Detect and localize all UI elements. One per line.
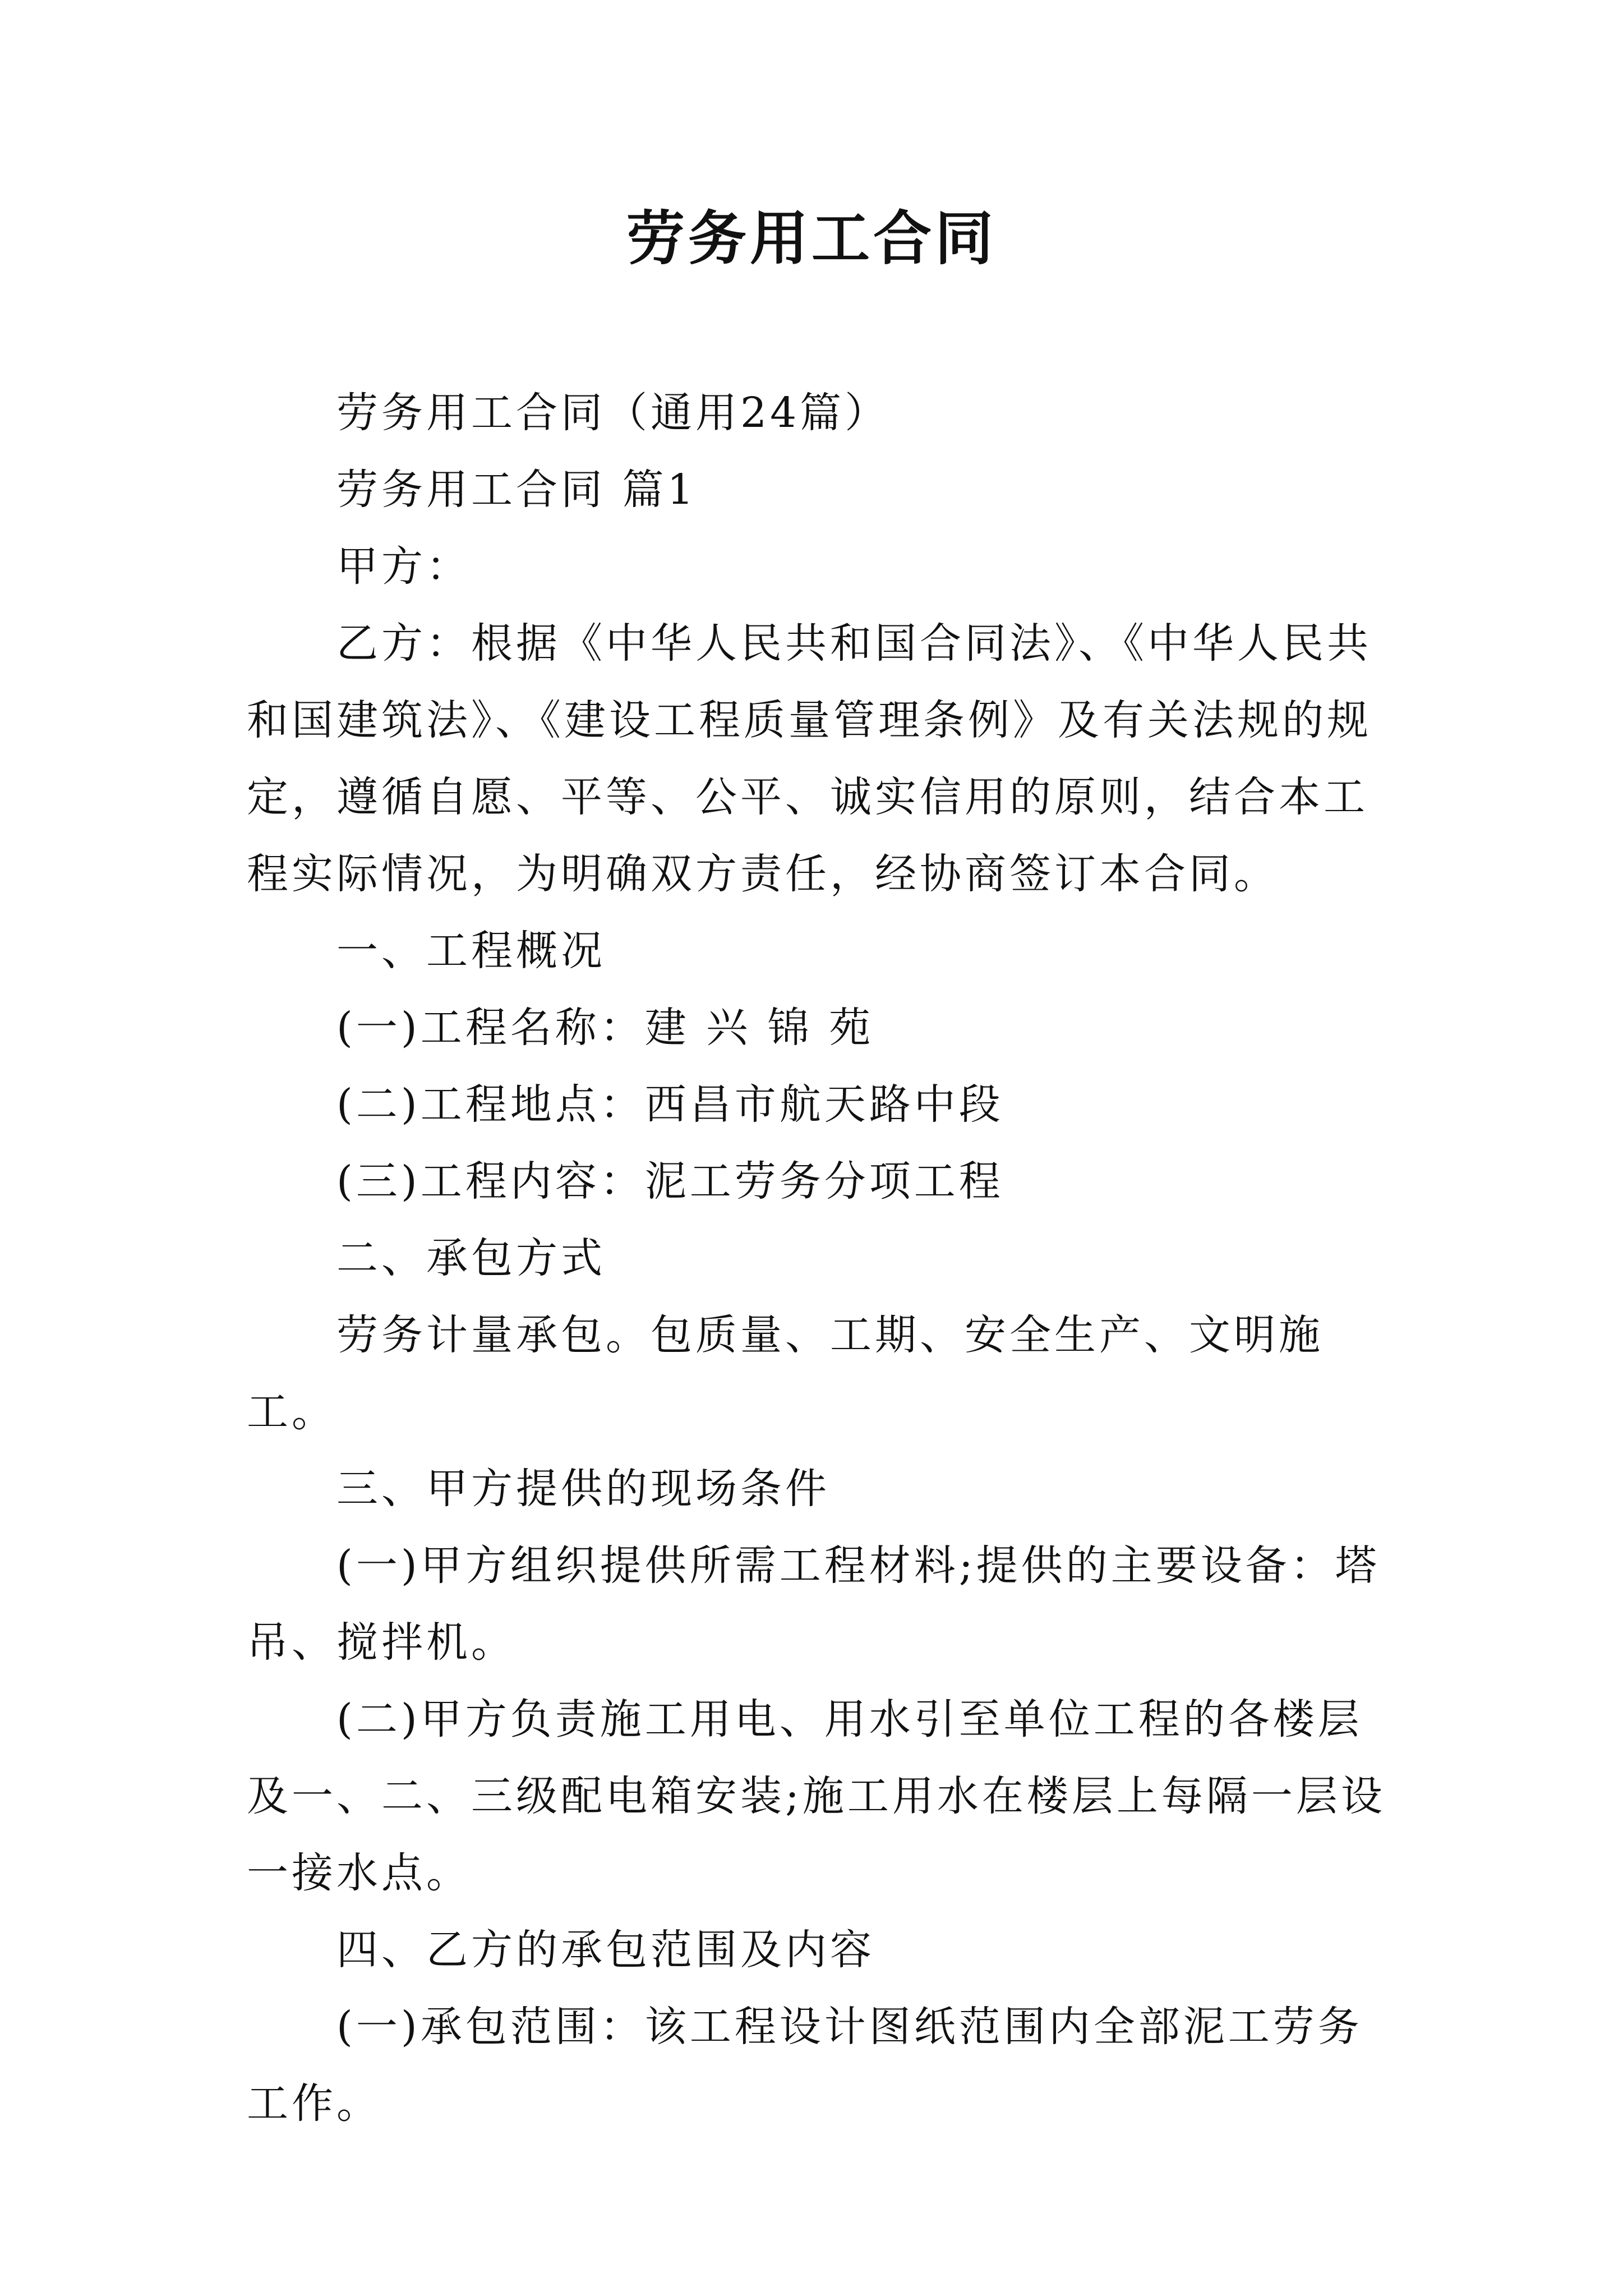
heading-scope: 四、乙方的承包范围及内容 <box>336 1926 875 1974</box>
project-name-line: (一)工程名称：建 兴 锦 苑 <box>336 1004 874 1052</box>
scope-paragraph: (一)承包范围：该工程设计图纸范围内全部泥工劳务工作。 <box>247 2003 1363 2128</box>
party-a-line: 甲方： <box>336 542 471 591</box>
subtitle-paragraph: 劳务用工合同（通用24篇） <box>336 389 890 437</box>
intro-paragraph: 乙方：根据《中华人民共和国合同法》、《中华人民共和国建筑法》、《建设工程质量管理条例》及有关法规的规定，遵循自愿、平等、公平、诚实信用的原则，结合本工程实际情况，为明确双方责任，经协商签订本合同。 <box>247 619 1372 898</box>
heading-project-overview: 一、工程概况 <box>336 927 606 975</box>
site-condition-2: (二)甲方负责施工用电、用水引至单位工程的各楼层及一、二、三级配电箱安装;施工用水在楼层上每隔一层设一接水点。 <box>247 1695 1386 1897</box>
site-condition-1: (一)甲方组织提供所需工程材料;提供的主要设备：塔吊、搅拌机。 <box>247 1542 1380 1667</box>
heading-contract-method: 二、承包方式 <box>336 1234 606 1282</box>
contract-method-paragraph: 劳务计量承包。包质量、工期、安全生产、文明施工。 <box>247 1311 1324 1436</box>
project-location-line: (二)工程地点：西昌市航天路中段 <box>336 1080 1004 1129</box>
section-heading: 劳务用工合同 篇1 <box>336 466 697 514</box>
project-content-line: (三)工程内容：泥工劳务分项工程 <box>336 1157 1004 1205</box>
document-body <box>247 375 1391 2142</box>
heading-site-conditions: 三、甲方提供的现场条件 <box>336 1465 830 1513</box>
document-title: 劳务用工合同 <box>626 204 997 273</box>
